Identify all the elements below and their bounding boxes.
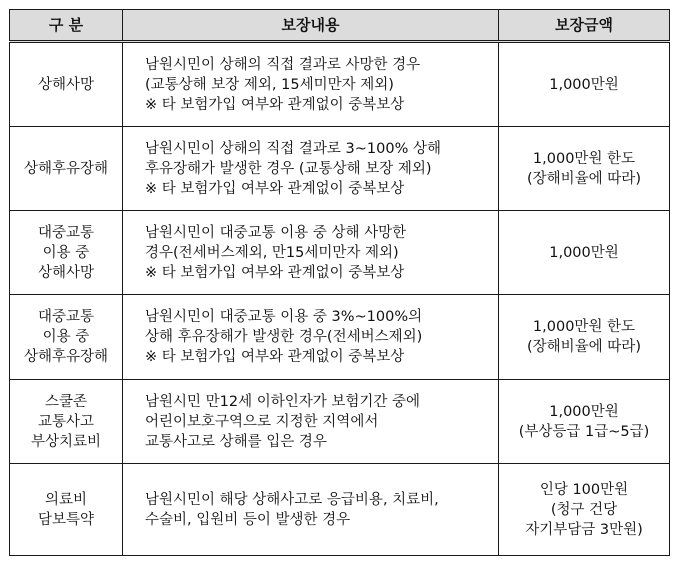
table-row <box>10 464 670 556</box>
category-cell <box>10 42 123 127</box>
content-line: ※ 타 보험가입 여부와 관계없이 중복보상 <box>145 96 405 113</box>
table-row <box>10 295 670 380</box>
amount-line: 1,000만원 한도 <box>532 319 636 335</box>
table-row <box>10 380 670 464</box>
category-cell <box>10 295 123 380</box>
amount-line: (장해비율에 따라) <box>527 339 641 355</box>
amount-line: (부상등급 1급~5급) <box>518 423 650 440</box>
content-cell <box>123 464 499 556</box>
amount-line: (장해비율에 따라) <box>527 170 641 187</box>
content-line: 어린이보호구역으로 지정한 지역에서 <box>145 413 379 430</box>
amount-cell <box>499 42 670 127</box>
content-line: 남원시민이 대중교통 이용 중 3%~100%의 <box>145 309 423 325</box>
content-line: 남원시민 만12세 이하인자가 보험기간 중에 <box>145 393 421 410</box>
content-line: (교통상해 보장 제외, 15세미만자 제외) <box>145 76 394 93</box>
amount-cell <box>499 127 670 211</box>
header-amount: 보장금액 <box>499 10 670 42</box>
content-cell <box>123 380 499 464</box>
table-row <box>10 127 670 211</box>
table-row <box>10 211 670 295</box>
category-line: 담보특약 <box>37 511 95 528</box>
content-line: 남원시민이 해당 상해사고로 응급비용, 치료비, <box>145 491 439 508</box>
content-cell <box>123 211 499 295</box>
content-line: 남원시민이 대중교통 이용 중 상해 사망한 <box>145 224 407 241</box>
category-line: 상해후유장해 <box>23 160 109 177</box>
amount-cell <box>499 380 670 464</box>
amount-cell <box>499 295 670 380</box>
category-line: 의료비 <box>44 491 88 508</box>
content-line: ※ 타 보험가입 여부와 관계없이 중복보상 <box>145 349 405 365</box>
amount-cell <box>499 211 670 295</box>
amount-line: 1,000만원 <box>549 76 619 93</box>
category-cell <box>10 211 123 295</box>
content-cell <box>123 42 499 127</box>
content-line: 교통사고로 상해를 입은 경우 <box>145 433 327 450</box>
amount-line: 자기부담금 3만원) <box>525 521 643 538</box>
category-line: 이용 중 <box>42 244 90 261</box>
amount-line: 1,000만원 한도 <box>532 150 636 167</box>
amount-line: 1,000만원 <box>549 244 619 261</box>
category-line: 이용 중 <box>42 329 90 345</box>
content-line: 상해 후유장해가 발생한 경우(전세버스제외) <box>145 329 423 345</box>
header-row <box>10 10 670 42</box>
content-line: 남원시민이 상해의 직접 결과로 사망한 경우 <box>145 56 421 73</box>
amount-line: (청구 건당 <box>550 501 618 518</box>
category-line: 대중교통 <box>37 309 95 325</box>
category-line: 스쿨존 <box>44 393 88 410</box>
header-category: 구 분 <box>10 10 123 42</box>
category-line: 교통사고 <box>37 413 95 430</box>
category-cell <box>10 380 123 464</box>
category-line: 대중교통 <box>37 224 95 241</box>
amount-cell <box>499 464 670 556</box>
content-line: 남원시민이 상해의 직접 결과로 3~100% 상해 <box>145 140 441 157</box>
content-cell <box>123 295 499 380</box>
amount-line: 1,000만원 <box>549 403 619 420</box>
table-header <box>10 10 670 42</box>
category-line: 부상치료비 <box>30 433 102 450</box>
table-body <box>10 42 670 556</box>
category-line: 상해후유장해 <box>23 349 109 365</box>
category-line: 상해사망 <box>37 76 95 93</box>
table-row <box>10 42 670 127</box>
amount-line: 인당 100만원 <box>539 481 629 498</box>
content-line: 수술비, 입원비 등이 발생한 경우 <box>145 511 351 528</box>
coverage-table <box>9 9 670 556</box>
header-content: 보장내용 <box>123 10 499 42</box>
content-line: 후유장해가 발생한 경우 (교통상해 보장 제외) <box>145 160 432 177</box>
content-cell <box>123 127 499 211</box>
category-cell <box>10 464 123 556</box>
category-line: 상해사망 <box>37 264 95 281</box>
content-line: 경우(전세버스제외, 만15세미만자 제외) <box>145 244 399 261</box>
content-line: ※ 타 보험가입 여부와 관계없이 중복보상 <box>145 264 405 281</box>
category-cell <box>10 127 123 211</box>
content-line: ※ 타 보험가입 여부와 관계없이 중복보상 <box>145 180 405 197</box>
